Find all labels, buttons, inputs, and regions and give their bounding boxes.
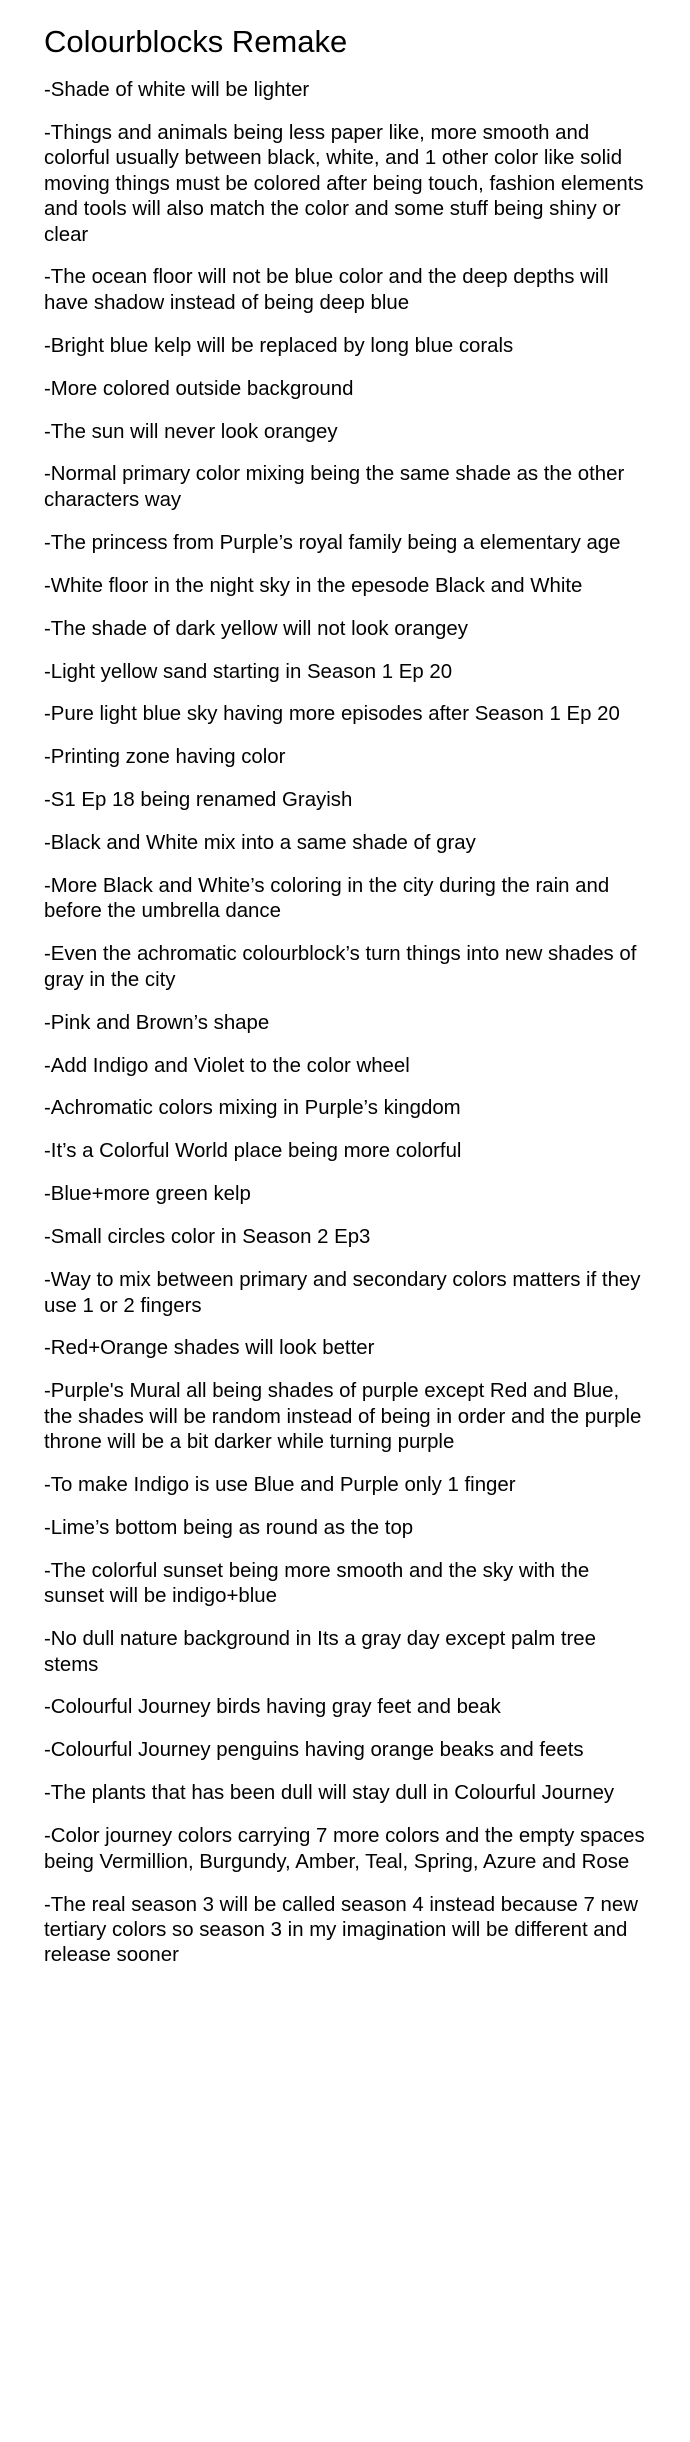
list-item: -Pure light blue sky having more episodes after Season 1 Ep 20 <box>44 703 620 726</box>
list-item: -Pink and Brown’s shape <box>44 1011 270 1034</box>
list-item: -Color journey colors carrying 7 more colors and the empty spaces being Vermillion, Burgundy, Amber, Teal, Spring, Azure and Rose <box>44 1825 645 1873</box>
list-item: -The shade of dark yellow will not look orangey <box>44 617 468 640</box>
list-item: -Black and White mix into a same shade of gray <box>44 832 476 855</box>
list-item: -Colourful Journey penguins having orange beaks and feets <box>44 1739 584 1762</box>
list-item: -Small circles color in Season 2 Ep3 <box>44 1226 371 1249</box>
list-item: -Way to mix between primary and secondary colors matters if they use 1 or 2 fingers <box>44 1269 641 1317</box>
list-item: -Achromatic colors mixing in Purple’s kingdom <box>44 1097 461 1120</box>
list-item: -The plants that has been dull will stay dull in Colourful Journey <box>44 1782 615 1805</box>
list-item: -Normal primary color mixing being the same shade as the other characters way <box>44 463 625 511</box>
list-item: -Printing zone having color <box>44 746 286 769</box>
list-item: -Even the achromatic colourblock’s turn things into new shades of gray in the city <box>44 943 637 991</box>
list-item: -More colored outside background <box>44 377 354 400</box>
list-item: -White floor in the night sky in the epesode Black and White <box>44 574 583 597</box>
list-item: -More Black and White’s coloring in the city during the rain and before the umbrella dance <box>44 875 610 923</box>
list-item: -It’s a Colorful World place being more colorful <box>44 1140 462 1163</box>
list-item: -The real season 3 will be called season 4 instead because 7 new tertiary colors so season 3 in my imagination will be different and release sooner <box>44 1893 638 1967</box>
item-list <box>44 78 650 1969</box>
list-item: -Light yellow sand starting in Season 1 Ep 20 <box>44 660 453 683</box>
list-item: -Bright blue kelp will be replaced by long blue corals <box>44 334 514 357</box>
list-item: -S1 Ep 18 being renamed Grayish <box>44 789 353 812</box>
list-item: -Red+Orange shades will look better <box>44 1337 375 1360</box>
list-item: -Lime’s bottom being as round as the top <box>44 1516 414 1539</box>
list-item: -Add Indigo and Violet to the color wheel <box>44 1054 410 1077</box>
list-item: -Blue+more green kelp <box>44 1183 251 1206</box>
list-item: -Shade of white will be lighter <box>44 79 310 101</box>
list-item: -The colorful sunset being more smooth and the sky with the sunset will be indigo+blue <box>44 1559 590 1608</box>
list-item: -The princess from Purple’s royal family being a elementary age <box>44 531 621 554</box>
list-item: -Purple's Mural all being shades of purple except Red and Blue, the shades will be random instead of being in order and the purple throne will be a bit darker while turning purple <box>44 1380 642 1454</box>
list-item: -No dull nature background in Its a gray day except palm tree stems <box>44 1628 596 1676</box>
list-item: -The ocean floor will not be blue color and the deep depths will have shadow instead of being deep blue <box>44 266 609 314</box>
list-item: -The sun will never look orangey <box>44 420 338 443</box>
list-item: -Colourful Journey birds having gray feet and beak <box>44 1696 501 1719</box>
list-item: -To make Indigo is use Blue and Purple only 1 finger <box>44 1474 516 1497</box>
page-title: Colourblocks Remake <box>44 24 348 59</box>
list-item: -Things and animals being less paper like, more smooth and colorful usually between black, white, and 1 other color like solid moving things must be colored after being touch, fashion elements and tools will also match the color and some stuff being shiny or clear <box>44 121 644 246</box>
